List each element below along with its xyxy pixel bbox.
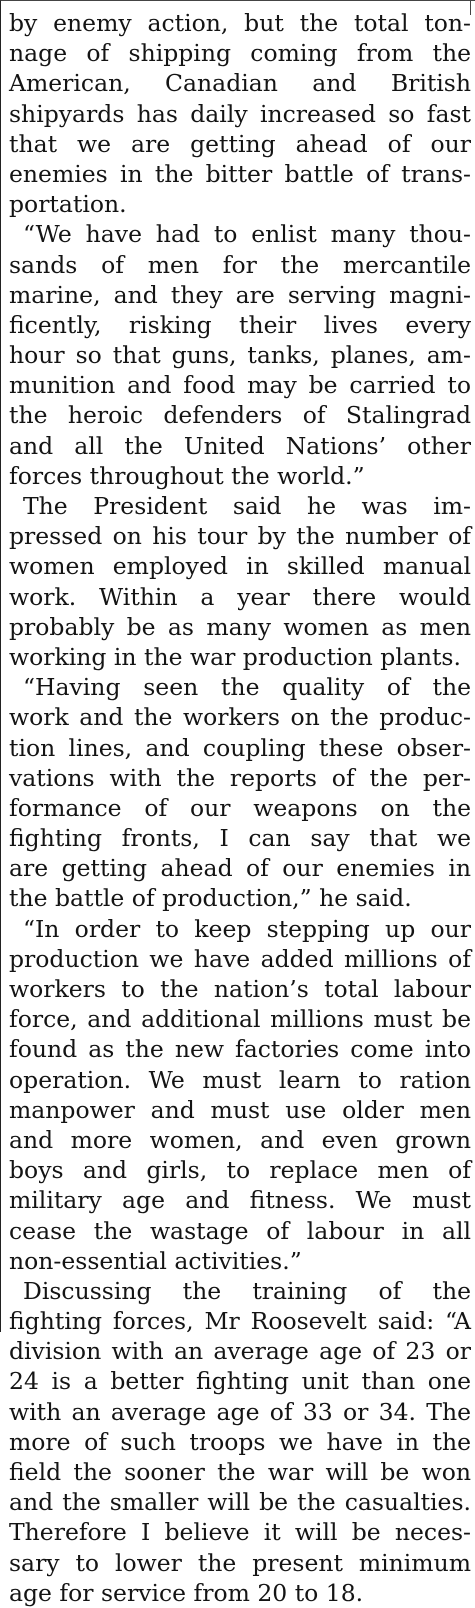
article-line: operation. We must learn to ration (9, 1065, 471, 1094)
article-line: the battle of production,” he said. (9, 884, 412, 913)
article-line: 24 is a better fighting unit than one (9, 1367, 471, 1396)
article-line: by enemy action, but the total ton- (9, 9, 471, 37)
article-line: formance of our weapons on the (9, 793, 471, 822)
article-line: working in the war production plants. (9, 642, 461, 671)
article-line: with an average age of 33 or 34. The (9, 1397, 471, 1426)
article-line: military age and fitness. We must (9, 1186, 471, 1215)
article-line: Therefore I believe it will be neces- (9, 1518, 471, 1547)
article-line: pressed on his tour by the number of (9, 522, 471, 551)
article-line: shipyards has daily increased so fast (9, 99, 471, 128)
article-line: and more women, and even grown (9, 1125, 471, 1154)
article-line: “In order to keep stepping up our (23, 914, 471, 943)
article-line: sary to lower the present minimum (9, 1548, 471, 1577)
article-line: are getting ahead of our enemies in (9, 854, 471, 883)
article-line: American, Canadian and British (9, 69, 471, 98)
article-line: sands of men for the mercantile (9, 250, 471, 279)
article-line: fighting forces, Mr Roosevelt said: “A (9, 1307, 471, 1336)
article-line: non-essential activities.” (9, 1246, 302, 1275)
article-line: nage of shipping coming from the (9, 39, 471, 68)
article-line: “We have had to enlist many thou- (23, 220, 471, 249)
article-line: and the smaller will be the casualties. (9, 1488, 471, 1517)
article-line: marine, and they are serving magni- (9, 280, 471, 309)
article-body (9, 8, 471, 1608)
article-line: the heroic defenders of Stalingrad (9, 401, 471, 430)
article-line: force, and additional millions must be (9, 1005, 471, 1034)
article-line: The President said he was im- (23, 492, 471, 520)
article-line: more of such troops we have in the (9, 1427, 471, 1456)
article-line: cease the wastage of labour in all (9, 1216, 471, 1245)
article-line: division with an average age of 23 or (9, 1337, 471, 1366)
article-line: forces throughout the world.” (9, 461, 365, 490)
article-line: found as the new factories come into (9, 1035, 471, 1064)
article-line: work and the workers on the produc- (9, 703, 471, 732)
article-line: ficently, risking their lives every (9, 310, 471, 339)
article-line: fighting fronts, I can say that we (9, 824, 471, 853)
article-line: field the sooner the war will be won (9, 1458, 471, 1486)
article-line: tion lines, and coupling these obser- (9, 733, 471, 762)
article-line: hour so that guns, tanks, planes, am- (9, 341, 471, 370)
article-line: workers to the nation’s total labour (9, 975, 471, 1003)
article-line: age for service from 20 to 18. (9, 1578, 364, 1607)
article-line: boys and girls, to replace men of (9, 1156, 471, 1185)
article-line: that we are getting ahead of our (9, 129, 471, 158)
article-line: portation. (9, 190, 127, 219)
article-line: manpower and must use older men (9, 1095, 471, 1124)
article-line: production we have added millions of (9, 944, 471, 973)
article-line: and all the United Nations’ other (9, 431, 471, 460)
article-line: enemies in the bitter battle of trans- (9, 159, 471, 188)
article-line: probably be as many women as men (9, 612, 471, 641)
article-line: Discussing the training of the (23, 1276, 471, 1305)
article-line: women employed in skilled manual (9, 552, 471, 581)
article-line: work. Within a year there would (9, 582, 471, 611)
article-line: vations with the reports of the per- (9, 763, 471, 792)
article-line: “Having seen the quality of the (23, 673, 471, 702)
article-line: munition and food may be carried to (9, 371, 471, 400)
